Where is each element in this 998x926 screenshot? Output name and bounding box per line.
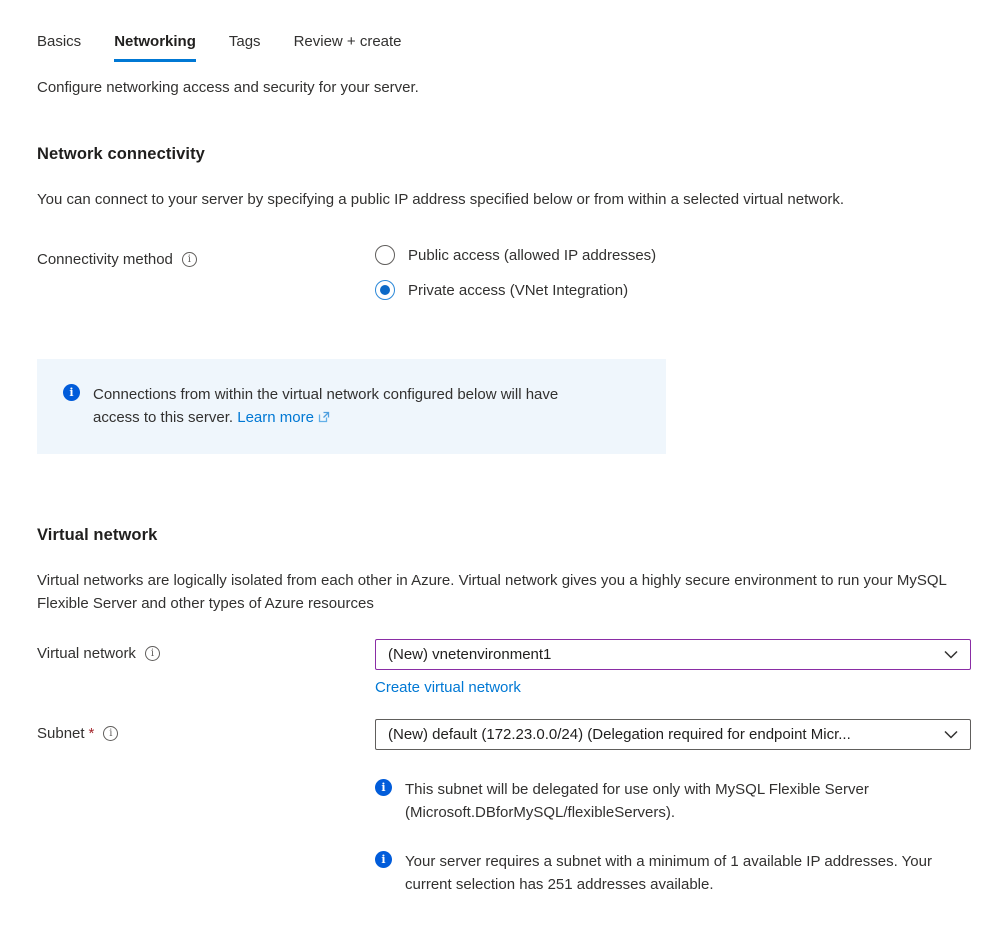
- info-icon: i: [63, 384, 80, 401]
- radio-private-access-label: Private access (VNet Integration): [408, 281, 629, 299]
- radio-circle-icon: [375, 280, 395, 300]
- subnet-label: Subnet: [37, 725, 85, 742]
- subnet-dropdown-value: (New) default (172.23.0.0/24) (Delegation required for endpoint Micr...: [388, 726, 851, 743]
- learn-more-label: Learn more: [237, 409, 314, 426]
- subnet-ip-availability-note: [375, 850, 971, 896]
- radio-public-access[interactable]: [375, 245, 971, 265]
- radio-public-access-label: Public access (allowed IP addresses): [408, 246, 657, 264]
- radio-private-access[interactable]: [375, 280, 971, 300]
- virtual-network-label: Virtual network: [37, 645, 136, 662]
- info-icon: i: [375, 779, 392, 796]
- virtual-network-control: [375, 639, 971, 697]
- virtual-network-description: Virtual networks are logically isolated from each other in Azure. Virtual network gives you a highly secure environment to run your MySQL Flexible Server and other types of Azure resources: [37, 572, 947, 612]
- virtual-network-dropdown[interactable]: [375, 639, 971, 670]
- virtual-network-dropdown-value: (New) vnetenvironment1: [388, 646, 552, 663]
- chevron-down-icon: [944, 650, 958, 659]
- virtual-network-label-wrap: [37, 639, 375, 662]
- connectivity-method-options: [375, 245, 971, 300]
- tab-tags[interactable]: Tags: [228, 33, 261, 50]
- required-asterisk: *: [88, 725, 95, 742]
- subnet-label-wrap: [37, 719, 375, 742]
- connectivity-method-label: Connectivity method: [37, 251, 173, 268]
- info-icon: i: [375, 851, 392, 868]
- external-link-icon: [318, 407, 330, 430]
- create-virtual-network-link[interactable]: Create virtual network: [375, 679, 521, 696]
- vnet-info-banner-message: Connections from within the virtual network configured below will have access to this server.: [93, 386, 559, 426]
- chevron-down-icon: [944, 730, 958, 739]
- tab-basics[interactable]: Basics: [37, 33, 82, 50]
- subnet-delegation-note: [375, 778, 971, 824]
- subnet-dropdown[interactable]: [375, 719, 971, 750]
- radio-circle-icon: [375, 245, 395, 265]
- wizard-tabs: [37, 33, 971, 62]
- vnet-info-banner-text: [93, 383, 603, 430]
- info-icon[interactable]: i: [103, 726, 118, 741]
- subnet-ip-availability-note-text: Your server requires a subnet with a minimum of 1 available IP addresses. Your current selection has 251 addresses available.: [405, 853, 932, 893]
- subnet-row: [37, 719, 971, 896]
- tab-intro-text: Configure networking access and security for your server.: [37, 79, 419, 96]
- network-connectivity-description: You can connect to your server by specifying a public IP address specified below or from within a selected virtual network.: [37, 191, 845, 208]
- subnet-control: [375, 719, 971, 896]
- network-connectivity-heading: Network connectivity: [37, 145, 205, 163]
- connectivity-method-label-wrap: [37, 245, 375, 268]
- virtual-network-row: [37, 639, 971, 697]
- vnet-info-banner: [37, 359, 666, 454]
- tab-review-create[interactable]: Review + create: [293, 33, 402, 50]
- tab-networking[interactable]: Networking: [114, 33, 196, 62]
- info-icon[interactable]: i: [182, 252, 197, 267]
- info-icon[interactable]: i: [145, 646, 160, 661]
- learn-more-link[interactable]: [237, 409, 330, 426]
- virtual-network-heading: Virtual network: [37, 526, 158, 544]
- subnet-delegation-note-text: This subnet will be delegated for use only with MySQL Flexible Server (Microsoft.DBforMySQL/flexibleServers).: [405, 781, 869, 821]
- connectivity-method-row: [37, 245, 971, 300]
